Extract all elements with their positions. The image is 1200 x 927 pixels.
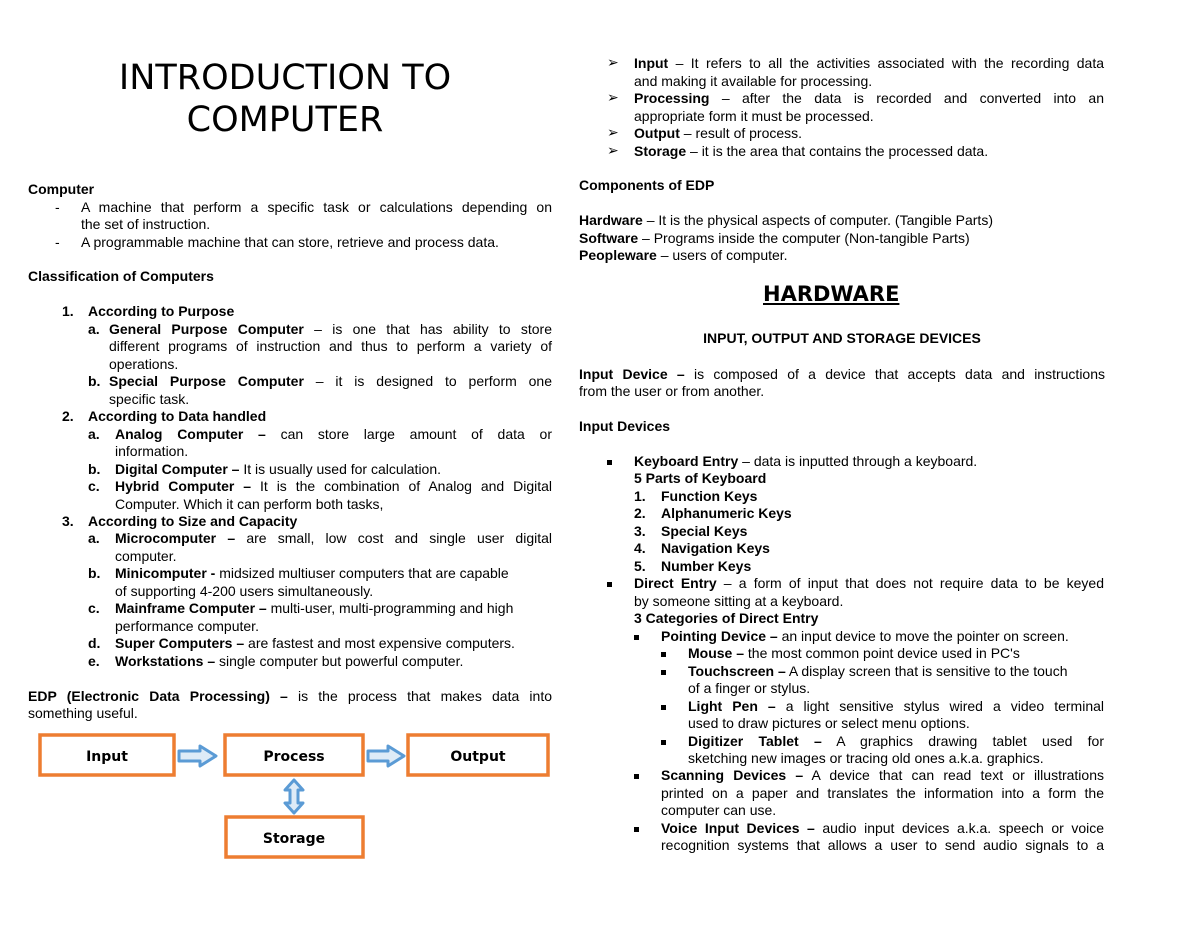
stage-storage: Storage – it is the area that contains the processed data.: [634, 143, 989, 159]
edp-diagram: [30, 728, 560, 863]
keyboard-part: Alphanumeric Keys: [661, 505, 792, 521]
list-number: 1.: [62, 303, 74, 319]
micro-item: Microcomputer – are small, low cost and single user digital: [115, 530, 552, 546]
computer-def-1a: A machine that perform a specific task or calculations depending on: [81, 199, 552, 215]
list-letter: c.: [88, 600, 100, 616]
keyboard-entry: Keyboard Entry – data is inputted through a keyboard.: [634, 453, 978, 469]
purpose-label: According to Purpose: [88, 303, 235, 319]
keyboard-part: Special Keys: [661, 523, 748, 539]
list-letter: e.: [88, 653, 100, 669]
keyboard-part: Navigation Keys: [661, 540, 770, 556]
keyboard-parts-heading: 5 Parts of Keyboard: [634, 470, 767, 486]
direct-entry-2: by someone sitting at a keyboard.: [634, 593, 844, 609]
component-peopleware: Peopleware – users of computer.: [579, 247, 788, 263]
devices-heading: INPUT, OUTPUT AND STORAGE DEVICES: [703, 330, 981, 346]
keyboard-part: Number Keys: [661, 558, 752, 574]
list-letter: d.: [88, 635, 101, 651]
mainframe-text-2: performance computer.: [115, 618, 259, 634]
process-box-label: Process: [263, 749, 325, 765]
square-bullet-icon: [634, 767, 639, 784]
arrow-input-process: [179, 746, 216, 766]
title-line-1: INTRODUCTION TO: [118, 58, 452, 98]
list-letter: b.: [88, 565, 101, 581]
square-bullet-icon: [634, 820, 639, 837]
list-letter: a.: [88, 426, 100, 442]
list-letter: a.: [88, 530, 100, 546]
arrow-process-output: [368, 746, 404, 766]
scanning-text-2: printed on a paper and translates the information into a form the: [661, 785, 1104, 801]
computer-def-1b: the set of instruction.: [81, 216, 211, 232]
analog-item: Analog Computer – can store large amount of data or: [115, 426, 552, 442]
component-software: Software – Programs inside the computer (Non-tangible Parts): [579, 230, 970, 246]
title-line-2: COMPUTER: [186, 100, 384, 140]
arrow-bullet-icon: ➢: [607, 124, 619, 140]
hybrid-text-2: Computer. Which it can perform both tasks,: [115, 496, 384, 512]
list-letter: c.: [88, 478, 100, 494]
square-bullet-icon: [661, 645, 666, 662]
stage-output: Output – result of process.: [634, 125, 803, 141]
stage-input: Input – It refers to all the activities associated with the recording data: [634, 55, 1104, 71]
list-number: 2.: [634, 505, 646, 521]
square-bullet-icon: [661, 698, 666, 715]
arrow-bullet-icon: ➢: [607, 89, 619, 105]
list-number: 3.: [634, 523, 646, 539]
stage-processing-2: appropriate form it must be processed.: [634, 108, 874, 124]
list-number: 1.: [634, 488, 646, 504]
arrow-process-storage: [285, 780, 303, 813]
hardware-title: HARDWARE: [763, 282, 900, 306]
input-device-def: Input Device – is composed of a device that accepts data and instructions: [579, 366, 1106, 382]
digitizer-item: Digitizer Tablet – A graphics drawing tablet used for: [688, 733, 1104, 749]
keyboard-part: Function Keys: [661, 488, 758, 504]
dash: -: [55, 234, 60, 250]
scanning-item: Scanning Devices – A device that can read text or illustrations: [661, 767, 1104, 783]
general-purpose-text-2: different programs of instruction and thus to perform a variety of: [109, 338, 552, 354]
hybrid-item: Hybrid Computer – It is the combination of Analog and Digital: [115, 478, 553, 494]
square-bullet-icon: [661, 663, 666, 680]
micro-text-2: computer.: [115, 548, 177, 564]
stage-processing: Processing – after the data is recorded and converted into an: [634, 90, 1104, 106]
dash: -: [55, 199, 60, 215]
list-number: 4.: [634, 540, 646, 556]
computer-heading: Computer: [28, 181, 95, 197]
voice-item: Voice Input Devices – audio input devices a.k.a. speech or voice: [661, 820, 1105, 836]
component-hardware: Hardware – It is the physical aspects of computer. (Tangible Parts): [579, 212, 993, 228]
edp-definition-2: something useful.: [28, 705, 138, 721]
input-devices-heading: Input Devices: [579, 418, 671, 434]
list-number: 3.: [62, 513, 74, 529]
stage-input-2: and making it available for processing.: [634, 73, 873, 89]
edp-definition: EDP (Electronic Data Processing) – is the process that makes data into: [28, 688, 552, 704]
super-item: Super Computers – are fastest and most expensive computers.: [115, 635, 515, 651]
digital-item: Digital Computer – It is usually used for calculation.: [115, 461, 442, 477]
components-heading: Components of EDP: [579, 177, 715, 193]
output-box-label: Output: [450, 749, 506, 765]
light-pen-item: Light Pen – a light sensitive stylus wired a video terminal: [688, 698, 1105, 714]
scanning-text-3: computer can use.: [661, 802, 777, 818]
mini-text-2: of supporting 4-200 users simultaneously.: [115, 583, 374, 599]
arrow-bullet-icon: ➢: [607, 142, 619, 158]
arrow-bullet-icon: ➢: [607, 54, 619, 70]
light-pen-text-2: used to draw pictures or select menu options.: [688, 715, 970, 731]
square-bullet-icon: [634, 628, 639, 645]
analog-text-2: information.: [115, 443, 189, 459]
special-purpose-text-2: specific task.: [109, 391, 190, 407]
digitizer-text-2: sketching new images or tracing old ones a.k.a. graphics.: [688, 750, 1044, 766]
square-bullet-icon: [607, 453, 612, 470]
list-letter: b.: [88, 461, 101, 477]
list-number: 2.: [62, 408, 74, 424]
input-box-label: Input: [86, 749, 128, 765]
pointing-device: Pointing Device – an input device to move the pointer on screen.: [661, 628, 1069, 644]
list-letter: a.: [88, 321, 100, 337]
square-bullet-icon: [607, 575, 612, 592]
workstation-item: Workstations – single computer but powerful computer.: [115, 653, 464, 669]
storage-box-label: Storage: [262, 831, 326, 847]
voice-text-2: recognition systems that allows a user to send audio signals to a: [661, 837, 1104, 853]
mouse-item: Mouse – the most common point device used in PC's: [688, 645, 1020, 661]
size-label: According to Size and Capacity: [88, 513, 298, 529]
mainframe-item: Mainframe Computer – multi-user, multi-programming and high: [115, 600, 514, 616]
input-device-def-2: from the user or from another.: [579, 383, 765, 399]
page-title: [75, 57, 495, 141]
special-purpose-item: Special Purpose Computer – it is designed to perform one: [109, 373, 552, 389]
general-purpose-item: General Purpose Computer – is one that has ability to store: [109, 321, 552, 337]
list-number: 5.: [634, 558, 646, 574]
mini-item: Minicomputer - midsized multiuser computers that are capable: [115, 565, 509, 581]
square-bullet-icon: [661, 733, 666, 750]
classification-heading: Classification of Computers: [28, 268, 214, 284]
list-letter: b.: [88, 373, 101, 389]
computer-def-2: A programmable machine that can store, retrieve and process data.: [81, 234, 499, 250]
data-handled-label: According to Data handled: [88, 408, 267, 424]
touchscreen-text-2: of a finger or stylus.: [688, 680, 811, 696]
direct-entry: Direct Entry – a form of input that does not require data to be keyed: [634, 575, 1105, 591]
general-purpose-text-3: operations.: [109, 356, 179, 372]
direct-categories-heading: 3 Categories of Direct Entry: [634, 610, 819, 626]
touchscreen-item: Touchscreen – A display screen that is sensitive to the touch: [688, 663, 1068, 679]
